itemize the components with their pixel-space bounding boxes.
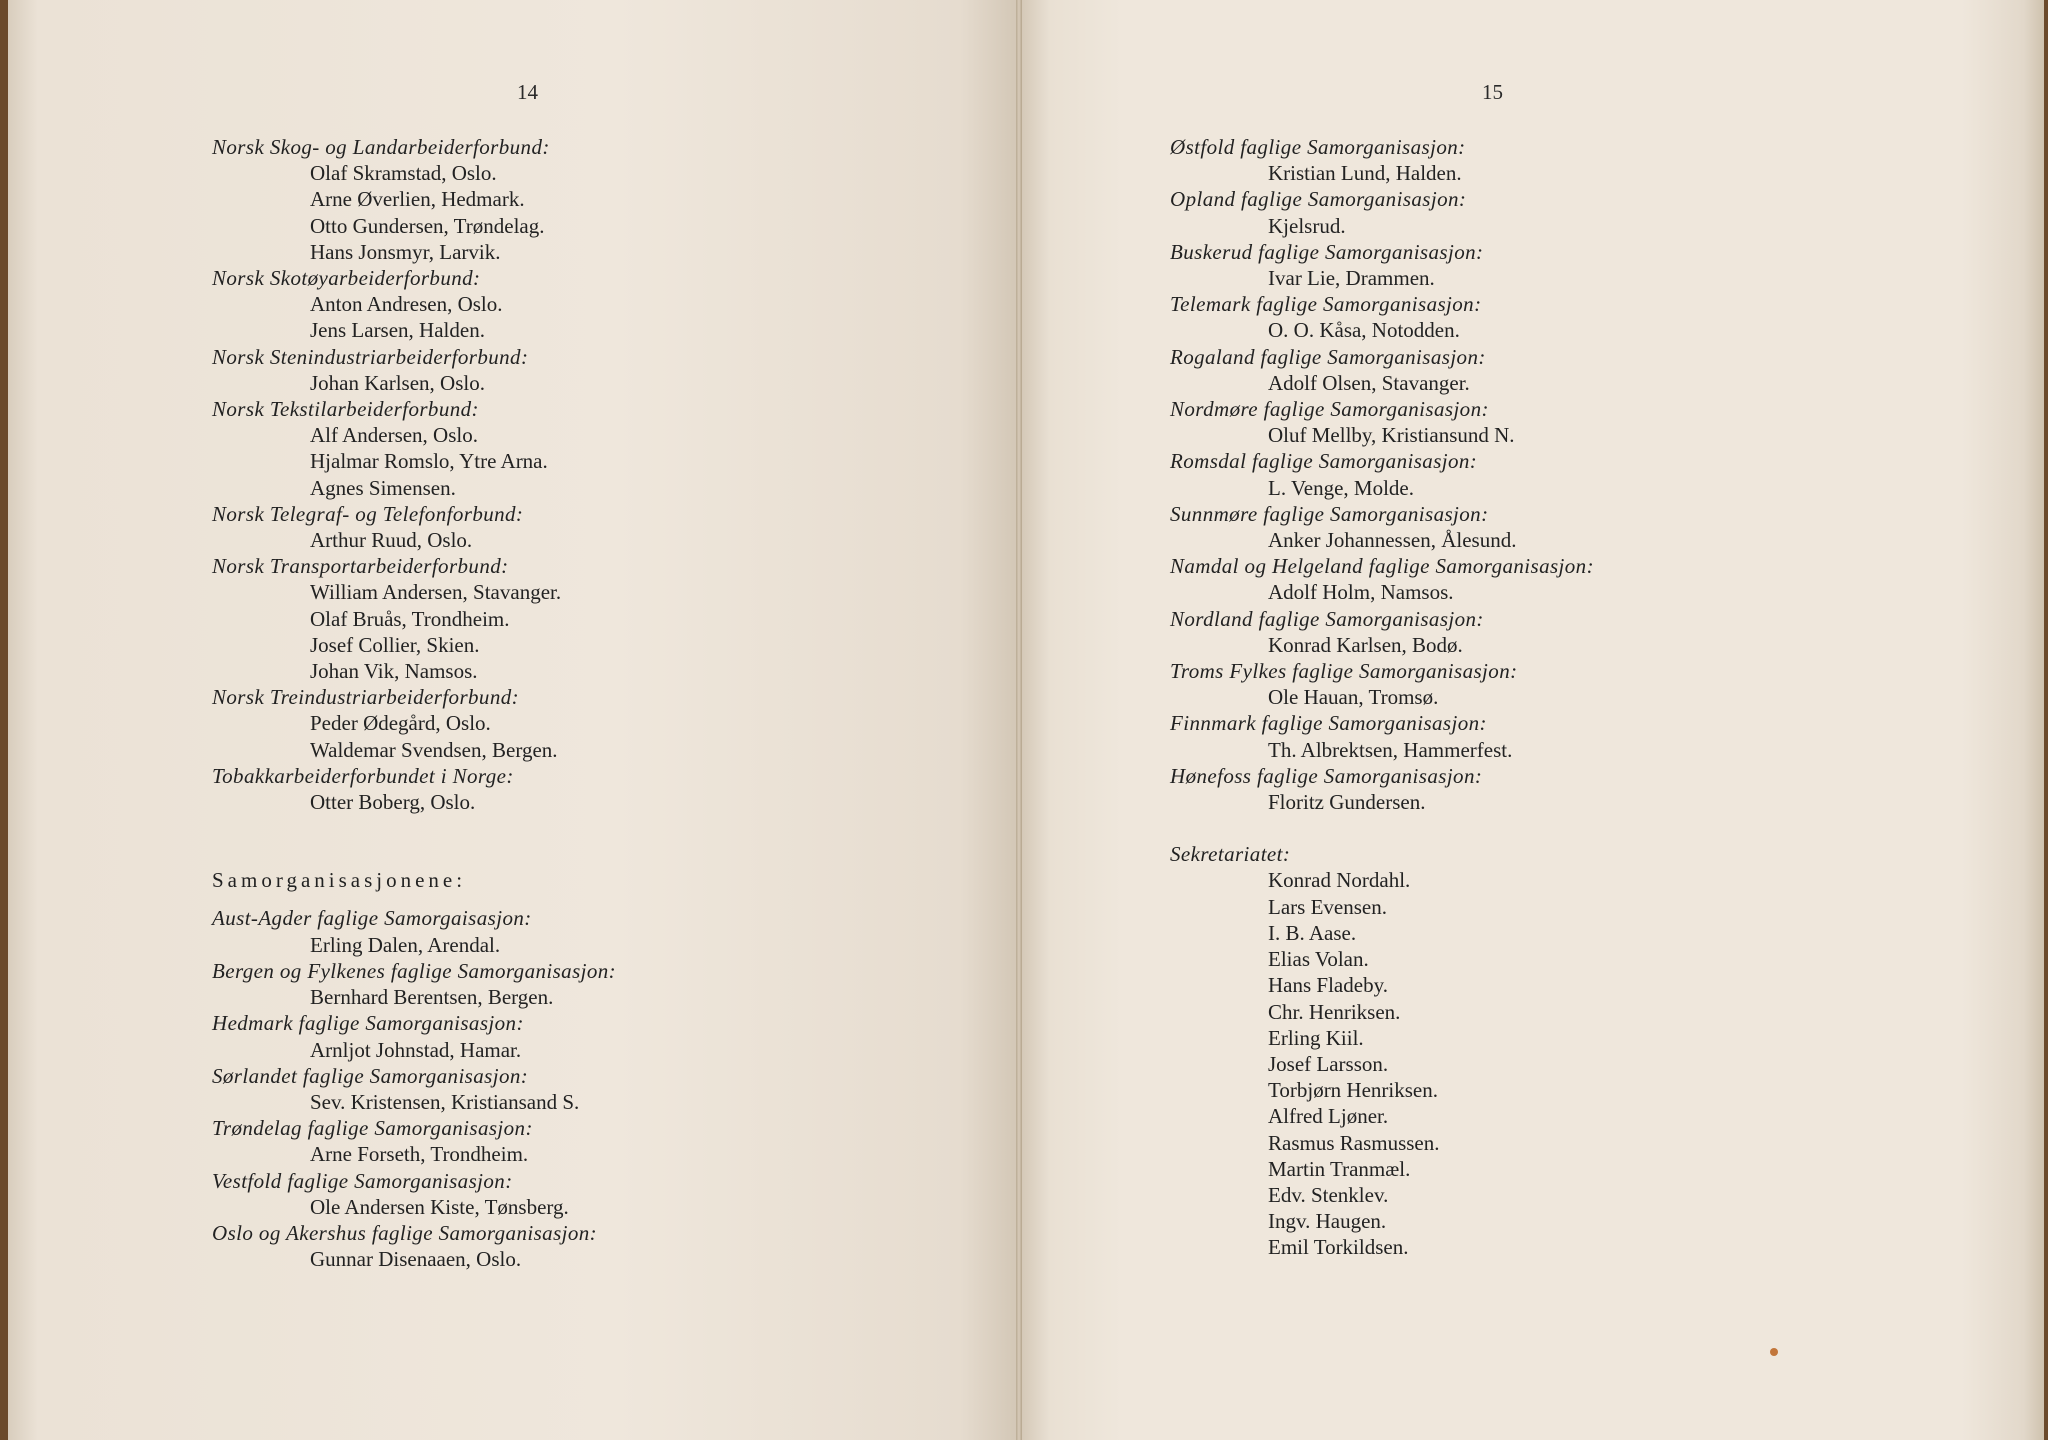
organization-heading: Sunnmøre faglige Samorganisasjon:	[1170, 501, 1489, 526]
delegate-name: Alf Andersen, Oslo.	[310, 423, 478, 448]
organization-entry	[212, 684, 972, 763]
delegate-name: Arnljot Johnstad, Hamar.	[310, 1037, 522, 1062]
delegate-name: Floritz Gundersen.	[1268, 790, 1426, 815]
samorganisasjon-list-continued	[1170, 134, 1930, 815]
right-column	[1170, 134, 1930, 1261]
delegate-name: Arne Forseth, Trondheim.	[310, 1142, 529, 1167]
organization-entry	[1170, 710, 1930, 762]
organization-entry	[212, 1115, 972, 1167]
organization-heading: Buskerud faglige Samorganisasjon:	[1170, 239, 1484, 264]
organization-heading: Rogaland faglige Samorganisasjon:	[1170, 344, 1486, 369]
delegate-name: Erling Dalen, Arendal.	[310, 932, 501, 957]
delegate-name: William Andersen, Stavanger.	[310, 580, 562, 605]
delegate-name: Bernhard Berentsen, Bergen.	[310, 985, 554, 1010]
delegate-name: Oluf Mellby, Kristiansund N.	[1268, 423, 1515, 448]
delegate-name: Kristian Lund, Halden.	[1268, 161, 1462, 186]
secretariat-member: Martin Tranmæl.	[1268, 1156, 1411, 1181]
secretariat-member: Emil Torkildsen.	[1268, 1235, 1409, 1260]
organization-entry	[1170, 344, 1930, 396]
samorganisasjon-list	[212, 905, 972, 1272]
organization-entry	[1170, 186, 1930, 238]
organization-heading: Telemark faglige Samorganisasjon:	[1170, 292, 1482, 317]
organization-entry	[1170, 606, 1930, 658]
organization-heading: Bergen og Fylkenes faglige Samorganisasjon:	[212, 958, 617, 983]
organization-heading: Hedmark faglige Samorganisasjon:	[212, 1011, 524, 1036]
organization-heading: Troms Fylkes faglige Samorganisasjon:	[1170, 659, 1518, 684]
secretariat-member: Alfred Ljøner.	[1268, 1104, 1389, 1129]
delegate-name: Th. Albrektsen, Hammerfest.	[1268, 737, 1513, 762]
secretariat-member: Rasmus Rasmussen.	[1268, 1130, 1440, 1155]
delegate-name: Adolf Olsen, Stavanger.	[1268, 370, 1470, 395]
delegate-name: Otto Gundersen, Trøndelag.	[310, 213, 545, 238]
delegate-name: Ivar Lie, Drammen.	[1268, 266, 1435, 291]
delegate-name: Ole Hauan, Tromsø.	[1268, 685, 1439, 710]
secretariat-member: Torbjørn Henriksen.	[1268, 1078, 1438, 1103]
organization-heading: Opland faglige Samorganisasjon:	[1170, 187, 1467, 212]
secretariat-list	[1170, 867, 1930, 1260]
organization-heading: Norsk Stenindustriarbeiderforbund:	[212, 344, 529, 369]
organization-entry	[212, 344, 972, 396]
delegate-name: Gunnar Disenaaen, Oslo.	[310, 1247, 522, 1272]
organization-heading: Oslo og Akershus faglige Samorganisasjon:	[212, 1220, 598, 1245]
delegate-name: Sev. Kristensen, Kristiansand S.	[310, 1089, 580, 1114]
secretariat-member: Josef Larsson.	[1268, 1051, 1389, 1076]
organization-entry	[1170, 658, 1930, 710]
delegate-name: Ole Andersen Kiste, Tønsberg.	[310, 1194, 569, 1219]
organization-entry	[1170, 448, 1930, 500]
delegate-name: Arne Øverlien, Hedmark.	[310, 187, 525, 212]
delegate-name: Konrad Karlsen, Bodø.	[1268, 632, 1463, 657]
secretariat-member: Elias Volan.	[1268, 947, 1369, 972]
secretariat-member: Ingv. Haugen.	[1268, 1209, 1387, 1234]
organization-heading: Nordland faglige Samorganisasjon:	[1170, 606, 1484, 631]
organization-heading: Norsk Transportarbeiderforbund:	[212, 554, 509, 579]
left-page-number: 14	[517, 80, 538, 104]
delegate-name: Waldemar Svendsen, Bergen.	[310, 737, 558, 762]
secretariat-member: Konrad Nordahl.	[1268, 868, 1411, 893]
delegate-name: Peder Ødegård, Oslo.	[310, 711, 491, 736]
organization-heading: Norsk Skog- og Landarbeiderforbund:	[212, 135, 550, 159]
organization-entry	[1170, 763, 1930, 815]
organization-entry	[1170, 134, 1930, 186]
secretariat-heading: Sekretariatet:	[1170, 842, 1291, 867]
delegate-name: Otter Boberg, Oslo.	[310, 790, 476, 815]
delegate-name: Olaf Bruås, Trondheim.	[310, 606, 510, 631]
organization-heading: Norsk Treindustriarbeiderforbund:	[212, 685, 520, 710]
delegate-name: Anker Johannessen, Ålesund.	[1268, 528, 1517, 553]
delegate-name: Johan Karlsen, Oslo.	[310, 370, 485, 395]
delegate-name: L. Venge, Molde.	[1268, 475, 1415, 500]
secretariat-member: Chr. Henriksen.	[1268, 999, 1401, 1024]
organization-entry	[212, 905, 972, 957]
organization-entry	[1170, 396, 1930, 448]
organization-heading: Norsk Telegraf- og Telefonforbund:	[212, 501, 524, 526]
organization-entry	[212, 958, 972, 1010]
section-title: Samorganisasjonene:	[212, 868, 467, 893]
left-column	[212, 134, 972, 1272]
organization-heading: Norsk Tekstilarbeiderforbund:	[212, 397, 479, 422]
organization-heading: Romsdal faglige Samorganisasjon:	[1170, 449, 1478, 474]
union-list	[212, 134, 972, 815]
organization-heading: Finnmark faglige Samorganisasjon:	[1170, 711, 1487, 736]
organization-entry	[212, 265, 972, 344]
organization-heading: Hønefoss faglige Samorganisasjon:	[1170, 763, 1483, 788]
organization-heading: Tobakkarbeiderforbundet i Norge:	[212, 763, 514, 788]
secretariat-member: Hans Fladeby.	[1268, 973, 1388, 998]
organization-entry	[212, 1010, 972, 1062]
organization-heading: Namdal og Helgeland faglige Samorganisasjon:	[1170, 554, 1594, 579]
secretariat-member: Lars Evensen.	[1268, 894, 1387, 919]
secretariat-member: Erling Kiil.	[1268, 1025, 1364, 1050]
secretariat-member: I. B. Aase.	[1268, 920, 1357, 945]
delegate-name: Johan Vik, Namsos.	[310, 659, 478, 684]
organization-entry	[212, 1168, 972, 1220]
organization-entry	[212, 763, 972, 815]
right-page-number: 15	[1482, 80, 1503, 104]
organization-heading: Norsk Skotøyarbeiderforbund:	[212, 266, 481, 291]
delegate-name: Hjalmar Romslo, Ytre Arna.	[310, 449, 548, 474]
delegate-name: Agnes Simensen.	[310, 475, 456, 500]
organization-entry	[212, 501, 972, 553]
secretariat-member: Edv. Stenklev.	[1268, 1182, 1389, 1207]
organization-heading: Østfold faglige Samorganisasjon:	[1170, 135, 1466, 159]
delegate-name: Adolf Holm, Namsos.	[1268, 580, 1454, 605]
organization-heading: Trøndelag faglige Samorganisasjon:	[212, 1116, 533, 1141]
delegate-name: Hans Jonsmyr, Larvik.	[310, 239, 501, 264]
book-gutter	[1016, 0, 1022, 1440]
delegate-name: Jens Larsen, Halden.	[310, 318, 485, 343]
organization-entry	[1170, 291, 1930, 343]
organization-heading: Sørlandet faglige Samorganisasjon:	[212, 1063, 529, 1088]
delegate-name: Kjelsrud.	[1268, 213, 1346, 238]
organization-heading: Vestfold faglige Samorganisasjon:	[212, 1168, 513, 1193]
organization-entry	[1170, 553, 1930, 605]
paper-spot	[1770, 1348, 1778, 1356]
organization-entry	[1170, 239, 1930, 291]
organization-entry	[212, 1220, 972, 1272]
delegate-name: Anton Andresen, Oslo.	[310, 292, 503, 317]
delegate-name: O. O. Kåsa, Notodden.	[1268, 318, 1460, 343]
delegate-name: Olaf Skramstad, Oslo.	[310, 161, 497, 186]
delegate-name: Arthur Ruud, Oslo.	[310, 528, 473, 553]
organization-entry	[1170, 501, 1930, 553]
organization-heading: Nordmøre faglige Samorganisasjon:	[1170, 397, 1489, 422]
organization-entry	[212, 553, 972, 684]
organization-entry	[212, 1063, 972, 1115]
organization-heading: Aust-Agder faglige Samorgaisasjon:	[212, 906, 532, 931]
organization-entry	[212, 134, 972, 265]
delegate-name: Josef Collier, Skien.	[310, 632, 480, 657]
organization-entry	[212, 396, 972, 501]
